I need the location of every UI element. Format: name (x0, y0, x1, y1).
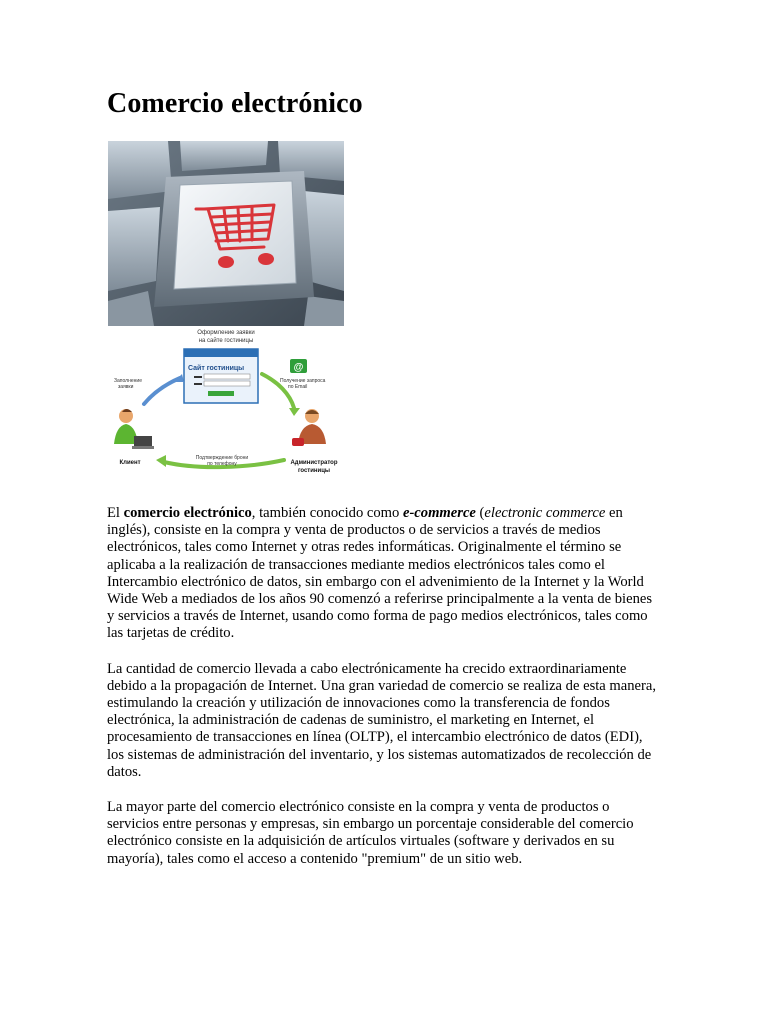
page-title: Comercio electrónico (107, 88, 363, 119)
shopping-cart-key-image (108, 141, 344, 326)
paragraph-3: La mayor parte del comercio electrónico consiste en la compra y venta de productos o servicios entre personas y empresas, sin embargo un porcentaje considerable del comercio electrónico consiste en la adquisición de artículos virtuales (software y derivados en su mayoría), tales como el acceso a contenido "premium" de un sitio web. (107, 799, 634, 867)
bottom-caption-line-2: по телефону (207, 461, 237, 467)
text-run: , también conocido como (251, 505, 403, 521)
admin-label-line-2: гостиницы (297, 468, 331, 474)
text-run: El (107, 505, 124, 521)
admin-label-line-1: Администратор (290, 460, 338, 466)
text-run: en inglés), consiste en la compra y venta de productos o de servicios a través de medios electrónicos, tales como Internet y otras redes informáticas. Originalmente el término se aplicaba a la realización de transacciones mediante medios electrónicos tales como el Intercambio electrónico de datos, sin embargo con el advenimiento de la Internet y la World Wide Web a mediados de los años 90 comenzó a referirse principalmente a la venta de bienes y servicios a través de Internet, usando como forma de pago medios electrónicos, tales como las tarjetas de crédito. (107, 505, 653, 642)
left-caption-line-2: заявки (118, 384, 134, 390)
hotel-website-window (184, 349, 258, 403)
window-title: Сайт гостиницы (188, 365, 245, 372)
top-caption-line-2: на сайте гостиницы (198, 338, 254, 344)
article-body (107, 505, 662, 886)
text-run: ( (475, 505, 485, 521)
bold-term: comercio electrónico (123, 505, 252, 521)
italic-term: electronic commerce (484, 505, 606, 521)
paragraph-1 (107, 505, 662, 643)
right-caption-line-1: Получение запроса (280, 378, 326, 384)
bold-italic-term: e-commerce (402, 505, 476, 521)
left-caption-line-1: Заполнение (114, 378, 142, 384)
booking-process-diagram (108, 326, 344, 476)
client-label: Клиент (119, 460, 141, 466)
right-caption-line-2: по Email (288, 384, 308, 390)
email-icon (290, 359, 307, 373)
paragraph-2: La cantidad de comercio llevada a cabo electrónicamente ha crecido extraordinariamente debido a la propagación de Internet. Una gran variedad de comercio se realiza de esta manera, estimulando la creación y utilización de innovaciones como la transferencia de fondos electrónica, la administración de cadenas de suministro, el marketing en Internet, el procesamiento de transacciones en línea (OLTP), el intercambio electrónico de datos (EDI), los sistemas de administración del inventario, y los sistemas automatizados de recolección de datos. (107, 660, 657, 780)
bottom-caption-line-1: Подтверждение брони (195, 455, 249, 461)
svg-text:@: @ (293, 362, 304, 373)
top-caption-line-1: Оформление заявки (197, 330, 255, 336)
